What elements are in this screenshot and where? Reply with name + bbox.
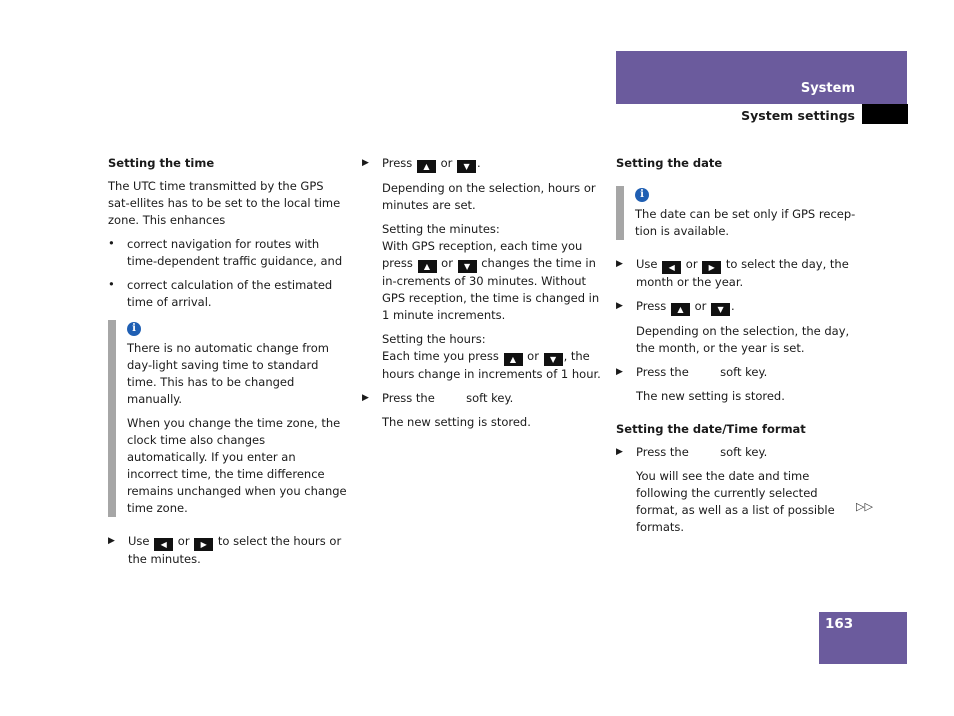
header-bar <box>616 51 907 104</box>
step-text-part: soft key. <box>466 391 514 405</box>
step-text-part: or <box>440 156 453 170</box>
step-arrow-icon: ▶ <box>616 259 623 269</box>
page-number: 163 <box>825 616 854 632</box>
continued-icon: ▷▷ <box>856 500 873 513</box>
section-title: System <box>800 81 855 96</box>
heading-setting-date: Setting the date <box>616 156 723 170</box>
text-part: changes the time in in-crements of 30 minutes. Without GPS reception, the time is changed in 1 minute increments. <box>382 256 600 322</box>
text-part: Each time you press <box>382 349 499 363</box>
step-text-part: or <box>177 534 190 548</box>
text-part: With GPS reception, each time you press <box>382 239 583 270</box>
info-note <box>108 320 348 517</box>
step-text-part: Press <box>636 299 667 313</box>
step-arrow-icon: ▶ <box>616 367 623 377</box>
step-text-part: to select the day, the month or the year. <box>636 257 849 289</box>
subsection-marker <box>862 104 908 124</box>
step-result: Depending on the selection, hours or minutes are set. <box>382 181 596 212</box>
minutes-text <box>382 238 604 324</box>
step-text <box>382 155 481 173</box>
column-2 <box>362 155 604 438</box>
down-key-icon: ▼ <box>458 260 477 273</box>
right-key-icon: ▶ <box>702 261 721 274</box>
step-text-part: . <box>731 299 735 313</box>
step-arrow-icon: ▶ <box>362 158 369 168</box>
info-icon: i <box>127 322 141 336</box>
hours-title: Setting the hours: <box>382 332 486 346</box>
step-arrow-icon: ▶ <box>616 301 623 311</box>
right-key-icon: ▶ <box>194 538 213 551</box>
down-key-icon: ▼ <box>457 160 476 173</box>
page-number-box <box>819 612 907 664</box>
column-3 <box>616 155 856 543</box>
step-text-part: Use <box>128 534 150 548</box>
step-text-part: or <box>694 299 707 313</box>
hours-block <box>382 331 604 383</box>
instruction-step <box>362 390 604 407</box>
step-text-part: soft key. <box>720 365 768 379</box>
instruction-step <box>616 256 856 291</box>
info-icon: i <box>635 188 649 202</box>
heading-setting-time: Setting the time <box>108 156 215 170</box>
heading-date-time-format: Setting the date/Time format <box>616 422 806 436</box>
step-arrow-icon: ▶ <box>616 447 623 457</box>
step-text-part: Use <box>636 257 658 271</box>
info-text: There is no automatic change from day-light saving time to standard time. This has to be changed manually. <box>127 341 329 406</box>
instruction-step <box>616 364 856 381</box>
step-result: The new setting is stored. <box>382 415 531 429</box>
column-1 <box>108 155 348 575</box>
minutes-block <box>382 221 604 324</box>
step-text-part: soft key. <box>720 445 768 459</box>
info-note <box>616 186 856 240</box>
step-text <box>382 390 513 407</box>
info-text: When you change the time zone, the clock time also changes automatically. If you enter an incorrect time, the time difference remains unchanged when you change time zone. <box>127 416 347 515</box>
text-part: or <box>527 349 539 363</box>
down-key-icon: ▼ <box>544 353 563 366</box>
list-item-text: correct navigation for routes with time-dependent traffic guidance, and <box>127 237 343 268</box>
step-text-part: Press the <box>636 445 689 459</box>
bullet-dot: • <box>108 277 115 291</box>
step-text <box>128 533 348 568</box>
up-key-icon: ▲ <box>671 303 690 316</box>
step-text-part: or <box>685 257 698 271</box>
intro-text: The UTC time transmitted by the GPS sat-ellites has to be set to the local time zone. This enhances <box>108 179 341 227</box>
step-text <box>636 364 767 381</box>
step-text-part: . <box>477 156 481 170</box>
down-key-icon: ▼ <box>711 303 730 316</box>
step-result: Depending on the selection, the day, the month, or the year is set. <box>636 324 850 355</box>
list-item-text: correct calculation of the estimated time of arrival. <box>127 278 333 309</box>
up-key-icon: ▲ <box>417 160 436 173</box>
step-text <box>636 298 735 316</box>
bullet-dot: • <box>108 236 115 250</box>
step-text <box>636 444 767 461</box>
info-text: The date can be set only if GPS recep-tion is available. <box>635 207 856 238</box>
up-key-icon: ▲ <box>418 260 437 273</box>
step-text-part: to select the hours or the minutes. <box>128 534 342 566</box>
instruction-step <box>362 155 604 173</box>
left-key-icon: ◀ <box>154 538 173 551</box>
step-arrow-icon: ▶ <box>362 393 369 403</box>
hours-text <box>382 348 604 383</box>
instruction-step <box>616 444 856 461</box>
step-text <box>636 256 856 291</box>
subsection-title: System settings <box>741 108 855 123</box>
up-key-icon: ▲ <box>504 353 523 366</box>
step-text-part: Press the <box>382 391 435 405</box>
step-text-part: Press the <box>636 365 689 379</box>
text-part: or <box>441 256 453 270</box>
instruction-step <box>616 298 856 316</box>
step-arrow-icon: ▶ <box>108 536 115 546</box>
list-item <box>108 277 348 311</box>
minutes-title: Setting the minutes: <box>382 222 500 236</box>
step-result: The new setting is stored. <box>636 389 785 403</box>
step-text-part: Press <box>382 156 413 170</box>
step-result: You will see the date and time following the currently selected format, as well as a list of possible formats. <box>636 469 835 534</box>
text-part: , the hours change in increments of 1 hour. <box>382 349 601 381</box>
instruction-step <box>108 533 348 568</box>
left-key-icon: ◀ <box>662 261 681 274</box>
list-item <box>108 236 348 270</box>
